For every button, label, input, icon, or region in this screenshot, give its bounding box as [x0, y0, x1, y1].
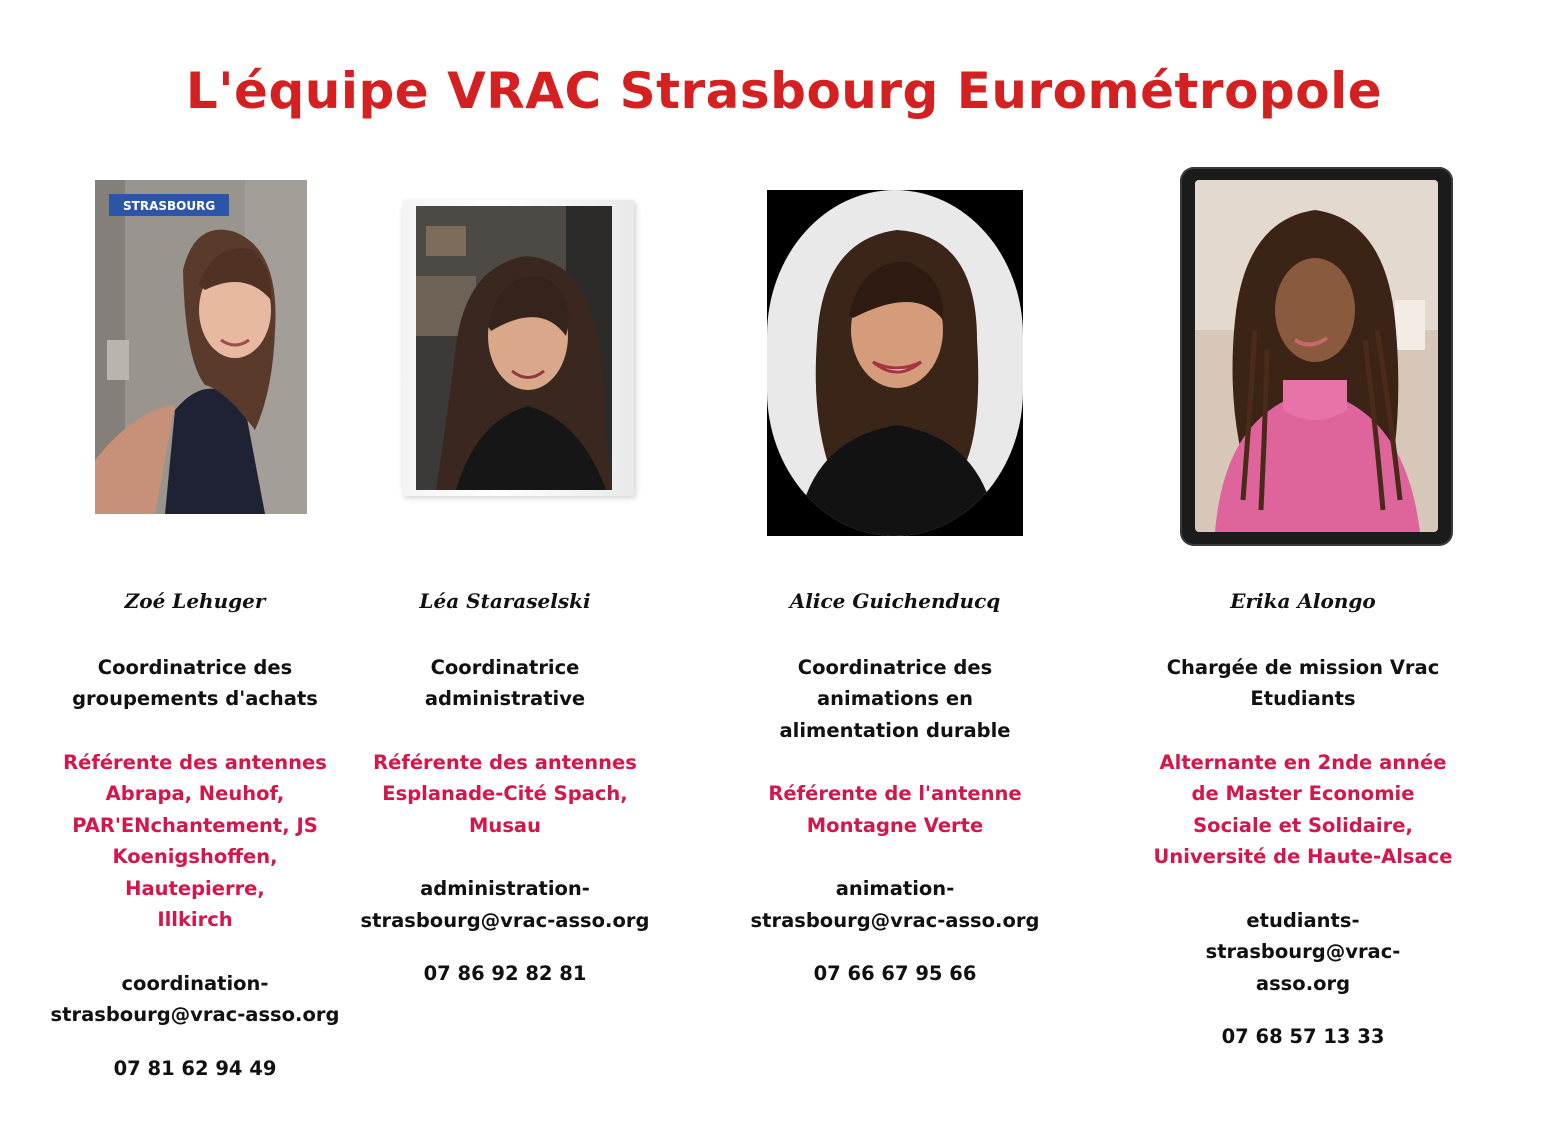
ref-line: Esplanade-Cité Spach, [382, 782, 628, 805]
member-card-lea [355, 586, 655, 990]
ref-line: Référente des antennes [63, 750, 327, 774]
email-line: coordination- [121, 971, 269, 995]
member-antennas [40, 747, 350, 936]
member-role [355, 652, 655, 715]
role-line: Chargée de mission Vrac [1166, 655, 1440, 679]
member-email[interactable] [355, 873, 655, 936]
member-phone: 07 68 57 13 33 [1221, 1025, 1385, 1048]
email-line: animation- [835, 877, 955, 900]
role-line: animations en [817, 687, 973, 710]
ref-line: PAR'ENchantement, JS [72, 813, 318, 837]
ref-line: Sociale et Solidaire, [1193, 813, 1413, 837]
email-line: strasbourg@vrac-asso.org [750, 908, 1040, 932]
member-antennas [745, 778, 1045, 841]
ref-line: Musau [469, 813, 541, 837]
member-name: Erika Alongo [1230, 589, 1376, 613]
member-photo-alice [767, 190, 1023, 536]
member-photo-lea [416, 206, 612, 490]
member-photo-erika [1195, 180, 1438, 532]
ref-line: Référente des antennes [373, 750, 637, 774]
member-card-zoe [40, 586, 350, 1084]
role-line: Coordinatrice des [797, 655, 993, 679]
role-line: Coordinatrice [430, 655, 580, 679]
member-card-alice [745, 586, 1045, 990]
email-line: asso.org [1255, 971, 1351, 995]
ref-line: Koenigshoffen, Hautepierre, [112, 845, 278, 900]
ref-line: Université de Haute-Alsace [1153, 845, 1453, 868]
member-role [1150, 652, 1456, 715]
ref-line: Référente de l'antenne [768, 782, 1022, 805]
role-line: alimentation durable [779, 718, 1011, 742]
member-name: Alice Guichenducq [789, 589, 1001, 613]
member-email[interactable] [40, 968, 350, 1031]
ref-line: Illkirch [157, 908, 233, 931]
member-role [745, 652, 1045, 747]
member-role [40, 652, 350, 715]
email-line: etudiants-strasbourg@vrac- [1205, 908, 1401, 963]
strasbourg-sign-text: STRASBOURG [123, 199, 216, 213]
ref-line: Abrapa, Neuhof, [105, 782, 285, 805]
member-card-erika [1150, 586, 1456, 1053]
member-phone: 07 66 67 95 66 [813, 962, 977, 985]
role-line: Coordinatrice des [97, 655, 293, 679]
tablet-camera-icon [1310, 172, 1324, 176]
member-antennas [1150, 747, 1456, 873]
page-title: L'équipe VRAC Strasbourg Eurométropole [185, 62, 1383, 120]
email-line: strasbourg@vrac-asso.org [50, 1003, 340, 1026]
member-name: Léa Staraselski [419, 589, 591, 613]
role-line: groupements d'achats [72, 687, 318, 710]
email-line: strasbourg@vrac-asso.org [360, 908, 650, 932]
member-antennas [355, 747, 655, 842]
member-name: Zoé Lehuger [124, 589, 266, 613]
member-email[interactable] [745, 873, 1045, 936]
member-photo-zoe [95, 180, 307, 514]
ref-line: Montagne Verte [806, 813, 984, 837]
member-email[interactable] [1150, 905, 1456, 1000]
role-line: administrative [424, 687, 586, 710]
email-line: administration- [420, 877, 590, 900]
member-phone: 07 86 92 82 81 [423, 962, 587, 985]
member-phone: 07 81 62 94 49 [113, 1056, 277, 1080]
ref-line: Alternante en 2nde année [1159, 750, 1447, 774]
ref-line: de Master Economie [1191, 782, 1415, 805]
role-line: Etudiants [1250, 687, 1356, 710]
